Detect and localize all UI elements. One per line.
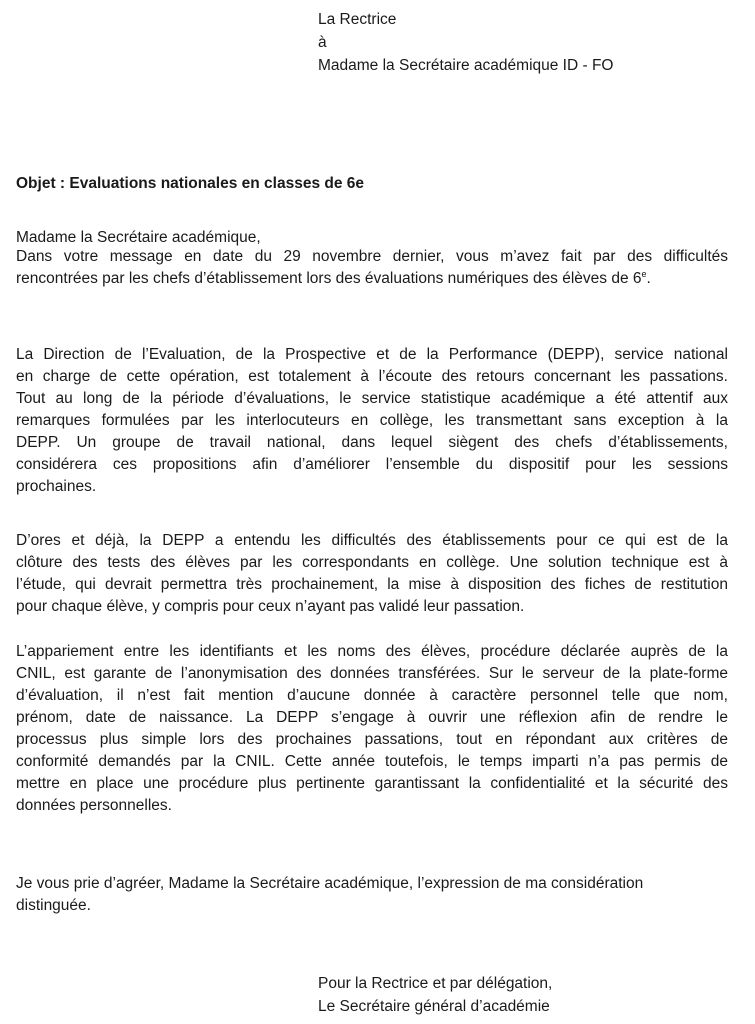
signature-block <box>318 972 552 1018</box>
paragraph-line: mettre en place une procédure plus pertinente garantissant la confidentialité et la sécurité des <box>16 775 728 792</box>
signature-line-1: Pour la Rectrice et par délégation, <box>318 975 553 992</box>
to-line: à <box>318 34 327 51</box>
paragraph-line: L’appariement entre les identifiants et les noms des élèves, procédure déclarée auprès de la <box>16 643 728 660</box>
paragraph-line: D’ores et déjà, la DEPP a entendu les difficultés des établissements pour ce qui est de la <box>16 532 728 549</box>
paragraph-line: Je vous prie d’agréer, Madame la Secrétaire académique, l’expression de ma considération <box>16 875 644 892</box>
paragraph-line: clôture des tests des élèves par les correspondants en collège. Une solution technique est à <box>16 554 728 571</box>
paragraph-line: La Direction de l’Evaluation, de la Prospective et de la Performance (DEPP), service national <box>16 346 728 363</box>
paragraph-line: Tout au long de la période d’évaluations, le service statistique académique a été attentif aux <box>16 390 728 407</box>
paragraph-line: DEPP. Un groupe de travail national, dans lequel siègent des chefs d’établissements, <box>16 434 728 451</box>
paragraph-line: processus plus simple lors des prochaines passations, tout en répondant aux critères de <box>16 731 728 748</box>
paragraph-line: en charge de cette opération, est totalement à l’écoute des retours concernant les passations. <box>16 368 728 385</box>
paragraph-5 <box>16 873 728 917</box>
salutation: Madame la Secrétaire académique, <box>16 229 261 246</box>
sender-line: La Rectrice <box>318 11 397 28</box>
recipient-line: Madame la Secrétaire académique ID - FO <box>318 57 614 74</box>
paragraph-line: CNIL, est garante de l’anonymisation des données transférées. Sur le serveur de la plate-forme <box>16 665 728 682</box>
addressee-block <box>318 8 613 77</box>
paragraph-line: données personnelles. <box>16 797 172 814</box>
paragraph-line: d’évaluation, il n’est fait mention d’aucune donnée à caractère personnel telle que nom, <box>16 687 728 704</box>
paragraph-line: Dans votre message en date du 29 novembre dernier, vous m’avez fait par des difficultés <box>16 248 728 265</box>
paragraph-line: prénom, date de naissance. La DEPP s’engage à ouvrir une réflexion afin de rendre le <box>16 709 728 726</box>
signature-line-2: Le Secrétaire général d’académie <box>318 998 550 1015</box>
paragraph-2 <box>16 344 728 498</box>
paragraph-3 <box>16 530 728 618</box>
paragraph-line: pour chaque élève, y compris pour ceux n’ayant pas validé leur passation. <box>16 598 525 615</box>
subject-line: Objet : Evaluations nationales en classes de 6e <box>16 175 365 192</box>
paragraph-line: conformité demandés par la CNIL. Cette année toutefois, le temps imparti n’a pas permis de <box>16 753 728 770</box>
paragraph-line: considérera ces propositions afin d’améliorer l’ensemble du dispositif pour les sessions <box>16 456 728 473</box>
paragraph-line: l’étude, qui devrait permettra très prochainement, la mise à disposition des fiches de restitution <box>16 576 728 593</box>
paragraph-line: distinguée. <box>16 897 91 914</box>
paragraph-line: remarques formulées par les interlocuteurs en collège, les transmettant sans exception à la <box>16 412 728 429</box>
paragraph-1 <box>16 246 728 290</box>
superscript: e <box>641 268 647 279</box>
paragraph-line: rencontrées par les chefs d’établissement lors des évaluations numériques des élèves de 6e. <box>16 268 651 287</box>
paragraph-4 <box>16 641 728 817</box>
paragraph-line: prochaines. <box>16 478 97 495</box>
